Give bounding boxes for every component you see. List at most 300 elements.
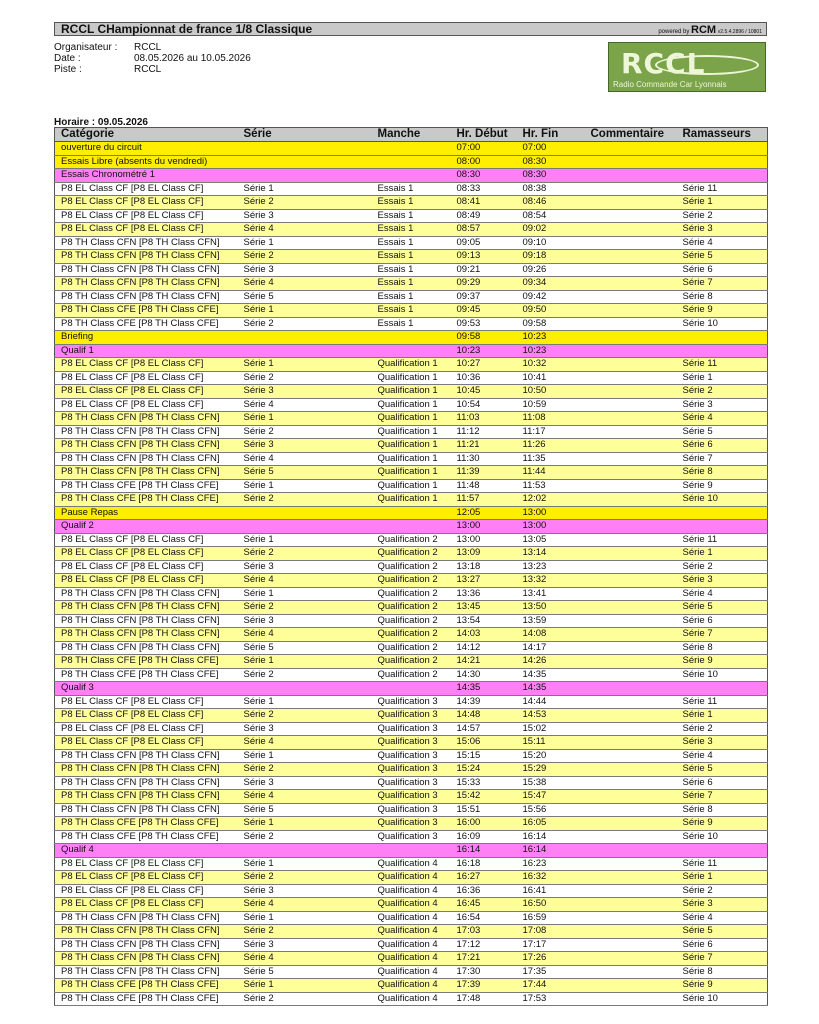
cell-manche: Qualification 1 [372,412,451,426]
cell-serie: Série 3 [238,263,372,277]
cell-commentaire [585,601,677,615]
table-row [55,992,768,1006]
cell-manche [372,344,451,358]
cell-fin: 13:05 [517,533,585,547]
cell-serie: Série 1 [238,479,372,493]
cell-commentaire [585,925,677,939]
powered-version: v2.5.4.2896 / 10801 [717,29,762,35]
cell-manche: Qualification 2 [372,533,451,547]
cell-manche: Essais 1 [372,250,451,264]
cell-fin: 10:59 [517,398,585,412]
cell-ramasseurs: Série 7 [677,277,768,291]
cell-categorie: P8 TH Class CFN [P8 TH Class CFN] [55,466,238,480]
cell-manche: Qualification 1 [372,439,451,453]
cell-fin: 13:32 [517,574,585,588]
table-row [55,466,768,480]
cell-commentaire [585,371,677,385]
cell-fin: 14:26 [517,655,585,669]
cell-categorie: P8 TH Class CFN [P8 TH Class CFN] [55,412,238,426]
cell-debut: 11:21 [451,439,517,453]
cell-ramasseurs: Série 11 [677,533,768,547]
document-header-bar [54,22,767,36]
cell-commentaire [585,871,677,885]
meta-value: 08.05.2026 au 10.05.2026 [134,53,251,64]
cell-ramasseurs: Série 1 [677,709,768,723]
table-row [55,412,768,426]
cell-fin: 09:26 [517,263,585,277]
powered-by-label [658,24,762,38]
cell-debut: 08:57 [451,223,517,237]
cell-serie: Série 2 [238,425,372,439]
table-row [55,587,768,601]
cell-debut: 15:42 [451,790,517,804]
cell-fin: 16:59 [517,911,585,925]
cell-ramasseurs: Série 5 [677,763,768,777]
cell-commentaire [585,412,677,426]
cell-debut: 10:27 [451,358,517,372]
cell-serie: Série 2 [238,250,372,264]
cell-categorie: Qualif 2 [55,520,238,534]
cell-ramasseurs: Série 6 [677,776,768,790]
cell-serie: Série 5 [238,641,372,655]
cell-fin: 15:11 [517,736,585,750]
cell-ramasseurs: Série 4 [677,412,768,426]
cell-categorie: ouverture du circuit [55,142,238,156]
cell-fin: 16:41 [517,884,585,898]
cell-ramasseurs: Série 4 [677,587,768,601]
cell-debut: 13:45 [451,601,517,615]
cell-fin: 17:53 [517,992,585,1006]
cell-commentaire [585,749,677,763]
cell-fin: 09:50 [517,304,585,318]
schedule-table [54,127,768,1006]
cell-ramasseurs: Série 11 [677,182,768,196]
cell-categorie: P8 EL Class CF [P8 EL Class CF] [55,533,238,547]
cell-ramasseurs: Série 9 [677,817,768,831]
cell-ramasseurs: Série 6 [677,938,768,952]
cell-fin: 13:14 [517,547,585,561]
table-row [55,317,768,331]
cell-commentaire [585,250,677,264]
cell-serie: Série 2 [238,493,372,507]
cell-fin: 08:30 [517,169,585,183]
cell-categorie: P8 EL Class CF [P8 EL Class CF] [55,574,238,588]
cell-serie: Série 1 [238,655,372,669]
cell-serie: Série 1 [238,236,372,250]
table-row [55,952,768,966]
cell-fin: 13:00 [517,506,585,520]
cell-ramasseurs [677,344,768,358]
cell-ramasseurs: Série 7 [677,952,768,966]
cell-commentaire [585,398,677,412]
cell-categorie: P8 EL Class CF [P8 EL Class CF] [55,857,238,871]
cell-debut: 10:45 [451,385,517,399]
cell-ramasseurs: Série 8 [677,466,768,480]
event-meta [54,42,251,75]
cell-fin: 15:38 [517,776,585,790]
cell-ramasseurs: Série 1 [677,547,768,561]
table-row [55,385,768,399]
cell-ramasseurs [677,142,768,156]
table-row [55,182,768,196]
cell-commentaire [585,830,677,844]
cell-ramasseurs: Série 10 [677,830,768,844]
cell-debut: 15:51 [451,803,517,817]
cell-serie: Série 3 [238,560,372,574]
cell-manche: Essais 1 [372,236,451,250]
cell-serie: Série 1 [238,749,372,763]
cell-serie [238,331,372,345]
meta-value: RCCL [134,42,162,53]
cell-serie: Série 2 [238,763,372,777]
cell-fin: 14:35 [517,682,585,696]
cell-fin: 08:46 [517,196,585,210]
cell-serie: Série 4 [238,898,372,912]
cell-debut: 13:27 [451,574,517,588]
meta-date [54,53,251,64]
cell-manche [372,155,451,169]
table-row [55,479,768,493]
document-title: RCCL CHampionnat de france 1/8 Classique [61,22,313,36]
cell-categorie: Briefing [55,331,238,345]
cell-serie: Série 1 [238,695,372,709]
cell-debut: 13:09 [451,547,517,561]
cell-serie: Série 4 [238,452,372,466]
cell-ramasseurs: Série 2 [677,722,768,736]
powered-brand: RCM [691,24,717,36]
cell-manche: Essais 1 [372,277,451,291]
cell-serie: Série 1 [238,533,372,547]
cell-ramasseurs: Série 6 [677,263,768,277]
cell-fin: 17:44 [517,979,585,993]
cell-serie: Série 2 [238,371,372,385]
column-header-debut: Hr. Début [451,128,517,142]
cell-debut: 11:39 [451,466,517,480]
cell-commentaire [585,493,677,507]
table-row [55,736,768,750]
cell-debut: 16:00 [451,817,517,831]
cell-fin: 15:20 [517,749,585,763]
cell-manche: Qualification 4 [372,979,451,993]
cell-debut: 15:24 [451,763,517,777]
cell-ramasseurs: Série 5 [677,925,768,939]
cell-categorie: P8 TH Class CFN [P8 TH Class CFN] [55,628,238,642]
cell-categorie: P8 TH Class CFN [P8 TH Class CFN] [55,952,238,966]
cell-commentaire [585,533,677,547]
cell-categorie: P8 EL Class CF [P8 EL Class CF] [55,560,238,574]
column-header-categorie: Catégorie [55,128,238,142]
cell-fin: 17:26 [517,952,585,966]
cell-categorie: P8 TH Class CFN [P8 TH Class CFN] [55,587,238,601]
cell-manche [372,520,451,534]
cell-serie [238,169,372,183]
cell-manche: Essais 1 [372,182,451,196]
cell-ramasseurs: Série 8 [677,641,768,655]
cell-ramasseurs: Série 4 [677,749,768,763]
cell-manche: Qualification 3 [372,830,451,844]
cell-ramasseurs: Série 9 [677,304,768,318]
meta-label: Piste : [54,64,82,75]
cell-categorie: P8 EL Class CF [P8 EL Class CF] [55,884,238,898]
cell-commentaire [585,790,677,804]
column-header-serie: Série [238,128,372,142]
cell-commentaire [585,452,677,466]
cell-serie [238,520,372,534]
meta-label: Organisateur : [54,42,118,53]
cell-debut: 09:45 [451,304,517,318]
cell-commentaire [585,722,677,736]
cell-manche: Qualification 3 [372,803,451,817]
cell-fin: 09:10 [517,236,585,250]
cell-debut: 08:33 [451,182,517,196]
cell-commentaire [585,763,677,777]
cell-debut: 14:35 [451,682,517,696]
column-header-fin: Hr. Fin [517,128,585,142]
cell-commentaire [585,290,677,304]
cell-categorie: P8 EL Class CF [P8 EL Class CF] [55,547,238,561]
cell-ramasseurs: Série 8 [677,965,768,979]
cell-categorie: P8 TH Class CFE [P8 TH Class CFE] [55,979,238,993]
cell-ramasseurs: Série 3 [677,223,768,237]
cell-categorie: P8 TH Class CFN [P8 TH Class CFN] [55,452,238,466]
table-row [55,911,768,925]
cell-serie: Série 3 [238,614,372,628]
table-row [55,439,768,453]
cell-fin: 09:42 [517,290,585,304]
cell-serie: Série 3 [238,439,372,453]
cell-commentaire [585,277,677,291]
table-row [55,277,768,291]
cell-ramasseurs: Série 3 [677,898,768,912]
cell-fin: 13:00 [517,520,585,534]
cell-manche: Qualification 1 [372,493,451,507]
cell-manche: Qualification 3 [372,695,451,709]
cell-serie: Série 1 [238,911,372,925]
cell-fin: 10:23 [517,331,585,345]
cell-ramasseurs: Série 8 [677,803,768,817]
table-row [55,452,768,466]
table-row [55,884,768,898]
cell-commentaire [585,709,677,723]
cell-serie: Série 4 [238,790,372,804]
cell-categorie: P8 TH Class CFE [P8 TH Class CFE] [55,992,238,1006]
cell-categorie: Qualif 4 [55,844,238,858]
schedule-body [55,142,768,1006]
cell-debut: 14:30 [451,668,517,682]
cell-categorie: P8 EL Class CF [P8 EL Class CF] [55,695,238,709]
cell-manche: Qualification 1 [372,452,451,466]
table-row [55,965,768,979]
cell-serie: Série 1 [238,182,372,196]
cell-manche [372,682,451,696]
cell-manche: Qualification 2 [372,614,451,628]
cell-manche: Essais 1 [372,317,451,331]
cell-serie: Série 5 [238,466,372,480]
cell-ramasseurs: Série 5 [677,250,768,264]
cell-categorie: P8 TH Class CFN [P8 TH Class CFN] [55,250,238,264]
cell-debut: 14:39 [451,695,517,709]
cell-categorie: P8 TH Class CFN [P8 TH Class CFN] [55,965,238,979]
cell-fin: 15:56 [517,803,585,817]
table-row [55,371,768,385]
cell-commentaire [585,344,677,358]
cell-debut: 15:06 [451,736,517,750]
cell-serie [238,155,372,169]
cell-debut: 11:12 [451,425,517,439]
cell-ramasseurs: Série 7 [677,452,768,466]
cell-fin: 07:00 [517,142,585,156]
cell-ramasseurs: Série 1 [677,196,768,210]
table-row [55,830,768,844]
table-row [55,358,768,372]
schedule-date-label: Horaire : 09.05.2026 [54,117,148,128]
cell-categorie: P8 TH Class CFN [P8 TH Class CFN] [55,763,238,777]
cell-manche: Qualification 1 [372,371,451,385]
cell-ramasseurs: Série 3 [677,574,768,588]
cell-fin: 11:08 [517,412,585,426]
cell-categorie: P8 TH Class CFN [P8 TH Class CFN] [55,803,238,817]
cell-debut: 11:57 [451,493,517,507]
cell-categorie: P8 EL Class CF [P8 EL Class CF] [55,898,238,912]
cell-debut: 09:13 [451,250,517,264]
cell-ramasseurs: Série 5 [677,601,768,615]
cell-categorie: P8 EL Class CF [P8 EL Class CF] [55,182,238,196]
table-row [55,763,768,777]
cell-fin: 10:50 [517,385,585,399]
cell-commentaire [585,479,677,493]
cell-categorie: P8 TH Class CFN [P8 TH Class CFN] [55,277,238,291]
cell-fin: 12:02 [517,493,585,507]
cell-serie [238,344,372,358]
cell-serie [238,506,372,520]
cell-manche: Qualification 4 [372,911,451,925]
cell-serie: Série 4 [238,223,372,237]
cell-commentaire [585,817,677,831]
cell-commentaire [585,844,677,858]
table-row [55,493,768,507]
table-row [55,722,768,736]
cell-ramasseurs: Série 4 [677,911,768,925]
cell-ramasseurs: Série 11 [677,695,768,709]
cell-serie: Série 4 [238,398,372,412]
table-header-row [55,128,768,142]
cell-categorie: P8 TH Class CFE [P8 TH Class CFE] [55,668,238,682]
cell-serie: Série 2 [238,871,372,885]
cell-commentaire [585,884,677,898]
cell-fin: 16:05 [517,817,585,831]
cell-debut: 12:05 [451,506,517,520]
meta-organisateur [54,42,251,53]
cell-categorie: P8 TH Class CFN [P8 TH Class CFN] [55,601,238,615]
cell-commentaire [585,466,677,480]
cell-categorie: P8 TH Class CFE [P8 TH Class CFE] [55,493,238,507]
cell-commentaire [585,965,677,979]
cell-serie [238,142,372,156]
cell-debut: 15:33 [451,776,517,790]
cell-categorie: P8 TH Class CFN [P8 TH Class CFN] [55,236,238,250]
cell-categorie: P8 TH Class CFN [P8 TH Class CFN] [55,641,238,655]
cell-ramasseurs: Série 2 [677,209,768,223]
cell-fin: 09:02 [517,223,585,237]
table-row [55,547,768,561]
cell-ramasseurs: Série 9 [677,479,768,493]
cell-commentaire [585,506,677,520]
cell-debut: 13:18 [451,560,517,574]
cell-fin: 11:44 [517,466,585,480]
cell-manche: Qualification 1 [372,479,451,493]
cell-manche: Qualification 2 [372,574,451,588]
cell-categorie: Essais Chronométré 1 [55,169,238,183]
cell-serie: Série 1 [238,587,372,601]
cell-categorie: P8 EL Class CF [P8 EL Class CF] [55,358,238,372]
cell-ramasseurs: Série 2 [677,385,768,399]
cell-categorie: P8 TH Class CFE [P8 TH Class CFE] [55,817,238,831]
cell-manche: Qualification 4 [372,925,451,939]
cell-commentaire [585,304,677,318]
table-row [55,520,768,534]
table-row [55,803,768,817]
cell-serie: Série 2 [238,709,372,723]
cell-manche: Qualification 4 [372,965,451,979]
cell-serie: Série 3 [238,938,372,952]
cell-ramasseurs [677,682,768,696]
cell-serie: Série 2 [238,601,372,615]
cell-ramasseurs: Série 8 [677,290,768,304]
cell-serie: Série 3 [238,884,372,898]
cell-commentaire [585,668,677,682]
table-row [55,776,768,790]
cell-fin: 17:35 [517,965,585,979]
cell-serie: Série 1 [238,412,372,426]
cell-manche: Qualification 2 [372,601,451,615]
cell-categorie: P8 TH Class CFE [P8 TH Class CFE] [55,479,238,493]
cell-categorie: Qualif 3 [55,682,238,696]
cell-serie: Série 2 [238,830,372,844]
cell-manche: Qualification 2 [372,668,451,682]
cell-manche: Essais 1 [372,263,451,277]
table-row [55,601,768,615]
cell-ramasseurs: Série 10 [677,317,768,331]
table-row [55,857,768,871]
cell-commentaire [585,385,677,399]
table-row [55,398,768,412]
cell-serie: Série 3 [238,385,372,399]
cell-categorie: P8 TH Class CFN [P8 TH Class CFN] [55,614,238,628]
cell-manche: Qualification 3 [372,817,451,831]
cell-manche: Qualification 2 [372,628,451,642]
cell-commentaire [585,439,677,453]
column-header-manche: Manche [372,128,451,142]
cell-manche: Qualification 4 [372,992,451,1006]
cell-categorie: P8 TH Class CFN [P8 TH Class CFN] [55,290,238,304]
cell-categorie: P8 TH Class CFN [P8 TH Class CFN] [55,439,238,453]
table-row [55,749,768,763]
cell-ramasseurs [677,155,768,169]
table-row [55,236,768,250]
cell-debut: 14:21 [451,655,517,669]
cell-fin: 08:54 [517,209,585,223]
cell-commentaire [585,655,677,669]
table-row [55,641,768,655]
cell-ramasseurs: Série 1 [677,371,768,385]
cell-categorie: P8 TH Class CFN [P8 TH Class CFN] [55,925,238,939]
cell-fin: 14:53 [517,709,585,723]
logo-text: RCCL [621,47,706,80]
column-header-commentaire: Commentaire [585,128,677,142]
table-row [55,979,768,993]
cell-commentaire [585,736,677,750]
cell-ramasseurs: Série 10 [677,493,768,507]
